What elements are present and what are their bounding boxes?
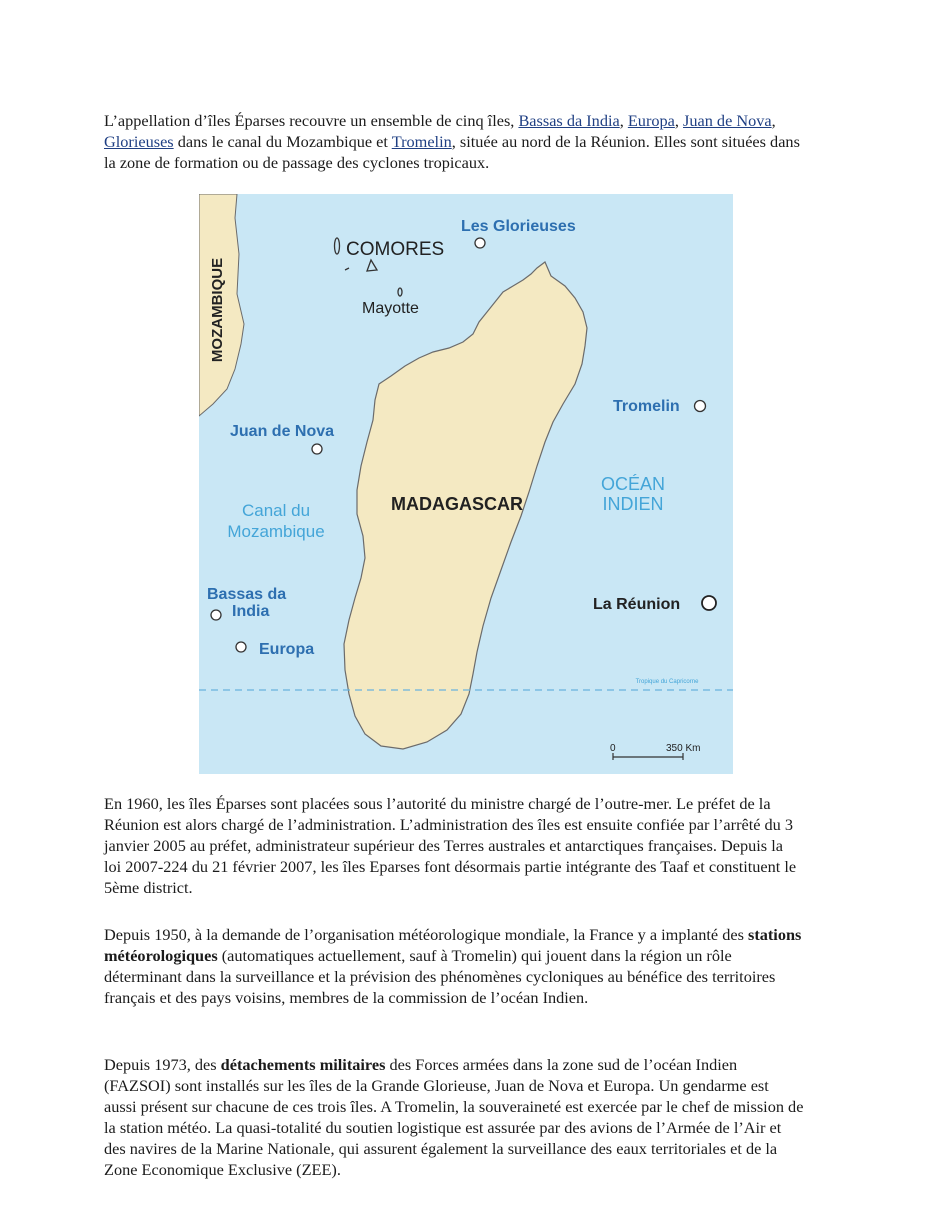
para-1950-text-2: (automatiques actuellement, sauf à Tromelin) qui jouent dans la région un rôle déterminant dans la surveillance et la prévision des phénomènes cycloniques au bénéfice des territoires français et des pays voisins, membres de la commission de l’océan Indien. [104,946,776,1007]
intro-text-3: , située au nord de la Réunion. Elles sont situées dans la zone de formation ou de passage des cyclones tropicaux. [104,132,800,172]
intro-sep-2: , [674,111,684,130]
label-bassas-line2: India [232,603,270,620]
intro-text-2: dans le canal du Mozambique et [173,132,392,151]
label-bassas-line1: Bassas da [207,586,287,603]
label-tromelin: Tromelin [613,398,680,415]
label-canal-line2: Mozambique [227,522,325,541]
intro-sep-3: , [771,111,776,130]
link-tromelin[interactable]: Tromelin [391,132,452,151]
link-europa[interactable]: Europa [627,111,675,130]
bold-stations-meteorologiques: stations météorologiques [104,925,802,965]
label-ocean-line1: OCÉAN [600,474,666,494]
marker-juan-de-nova [312,444,322,454]
label-tropique: Tropique du Capricorne [635,679,699,685]
label-la-reunion: La Réunion [593,596,681,613]
label-juan-de-nova: Juan de Nova [230,423,335,440]
intro-text-1: L’appellation d’îles Éparses recouvre un ensemble de cinq îles, [104,111,519,130]
marker-europa [236,642,246,652]
bold-detachements-militaires: détachements militaires [220,1055,386,1074]
link-juan-de-nova[interactable]: Juan de Nova [683,111,772,130]
link-bassas-da-india[interactable]: Bassas da India [518,111,620,130]
paragraph-1973 [104,1054,804,1180]
paragraph-1950 [104,924,804,1008]
label-madagascar: MADAGASCAR [391,494,523,514]
label-les-glorieuses: Les Glorieuses [461,218,576,235]
para-1973-text-1: Depuis 1973, des [104,1055,221,1074]
label-canal-line1: Canal du [241,501,311,520]
label-ocean-line2: INDIEN [602,494,664,514]
scale-km: 350 Km [666,743,701,754]
para-1950-text-1: Depuis 1950, à la demande de l’organisation météorologique mondiale, la France y a implanté des [104,925,748,944]
label-mozambique: MOZAMBIQUE [209,257,226,363]
paragraph-1960: En 1960, les îles Éparses sont placées sous l’autorité du ministre chargé de l’outre-mer. Le préfet de la Réunion est alors chargé de l’administration. L’administration des îles est ensuite confiée par l’arrêté du 3 janvier 2005 au préfet, administrateur supérieur des Terres australes et antarctiques françaises. Depuis la loi 2007-224 du 21 février 2007, les îles Eparses font désormais partie intégrante des Taaf et constituent le 5ème district. [104,794,797,897]
marker-bassas-da-india [211,610,221,620]
intro-paragraph [104,110,804,173]
para-1973-text-2: des Forces armées dans la zone sud de l’océan Indien (FAZSOI) sont installés sur les îles de la Grande Glorieuse, Juan de Nova et Europa. Un gendarme est aussi présent sur chacune de ces trois îles. A Tromelin, la souveraineté est exercée par le chef de mission de la station météo. La quasi-totalité du soutien logistique est assurée par des avions de l’Armée de l’Air et des navires de la Marine Nationale, qui assurent également la surveillance des eaux territoriales et de la Zone Economique Exclusive (ZEE). [104,1055,804,1179]
eparses-map [199,194,733,774]
marker-glorieuses [475,238,485,248]
label-mayotte: Mayotte [362,300,419,317]
marker-tromelin [695,401,706,412]
intro-sep-1: , [619,111,628,130]
scale-zero: 0 [610,743,616,754]
marker-la-reunion [702,596,716,610]
label-comores: COMORES [346,239,445,260]
link-glorieuses[interactable]: Glorieuses [104,132,174,151]
label-europa: Europa [259,641,315,658]
